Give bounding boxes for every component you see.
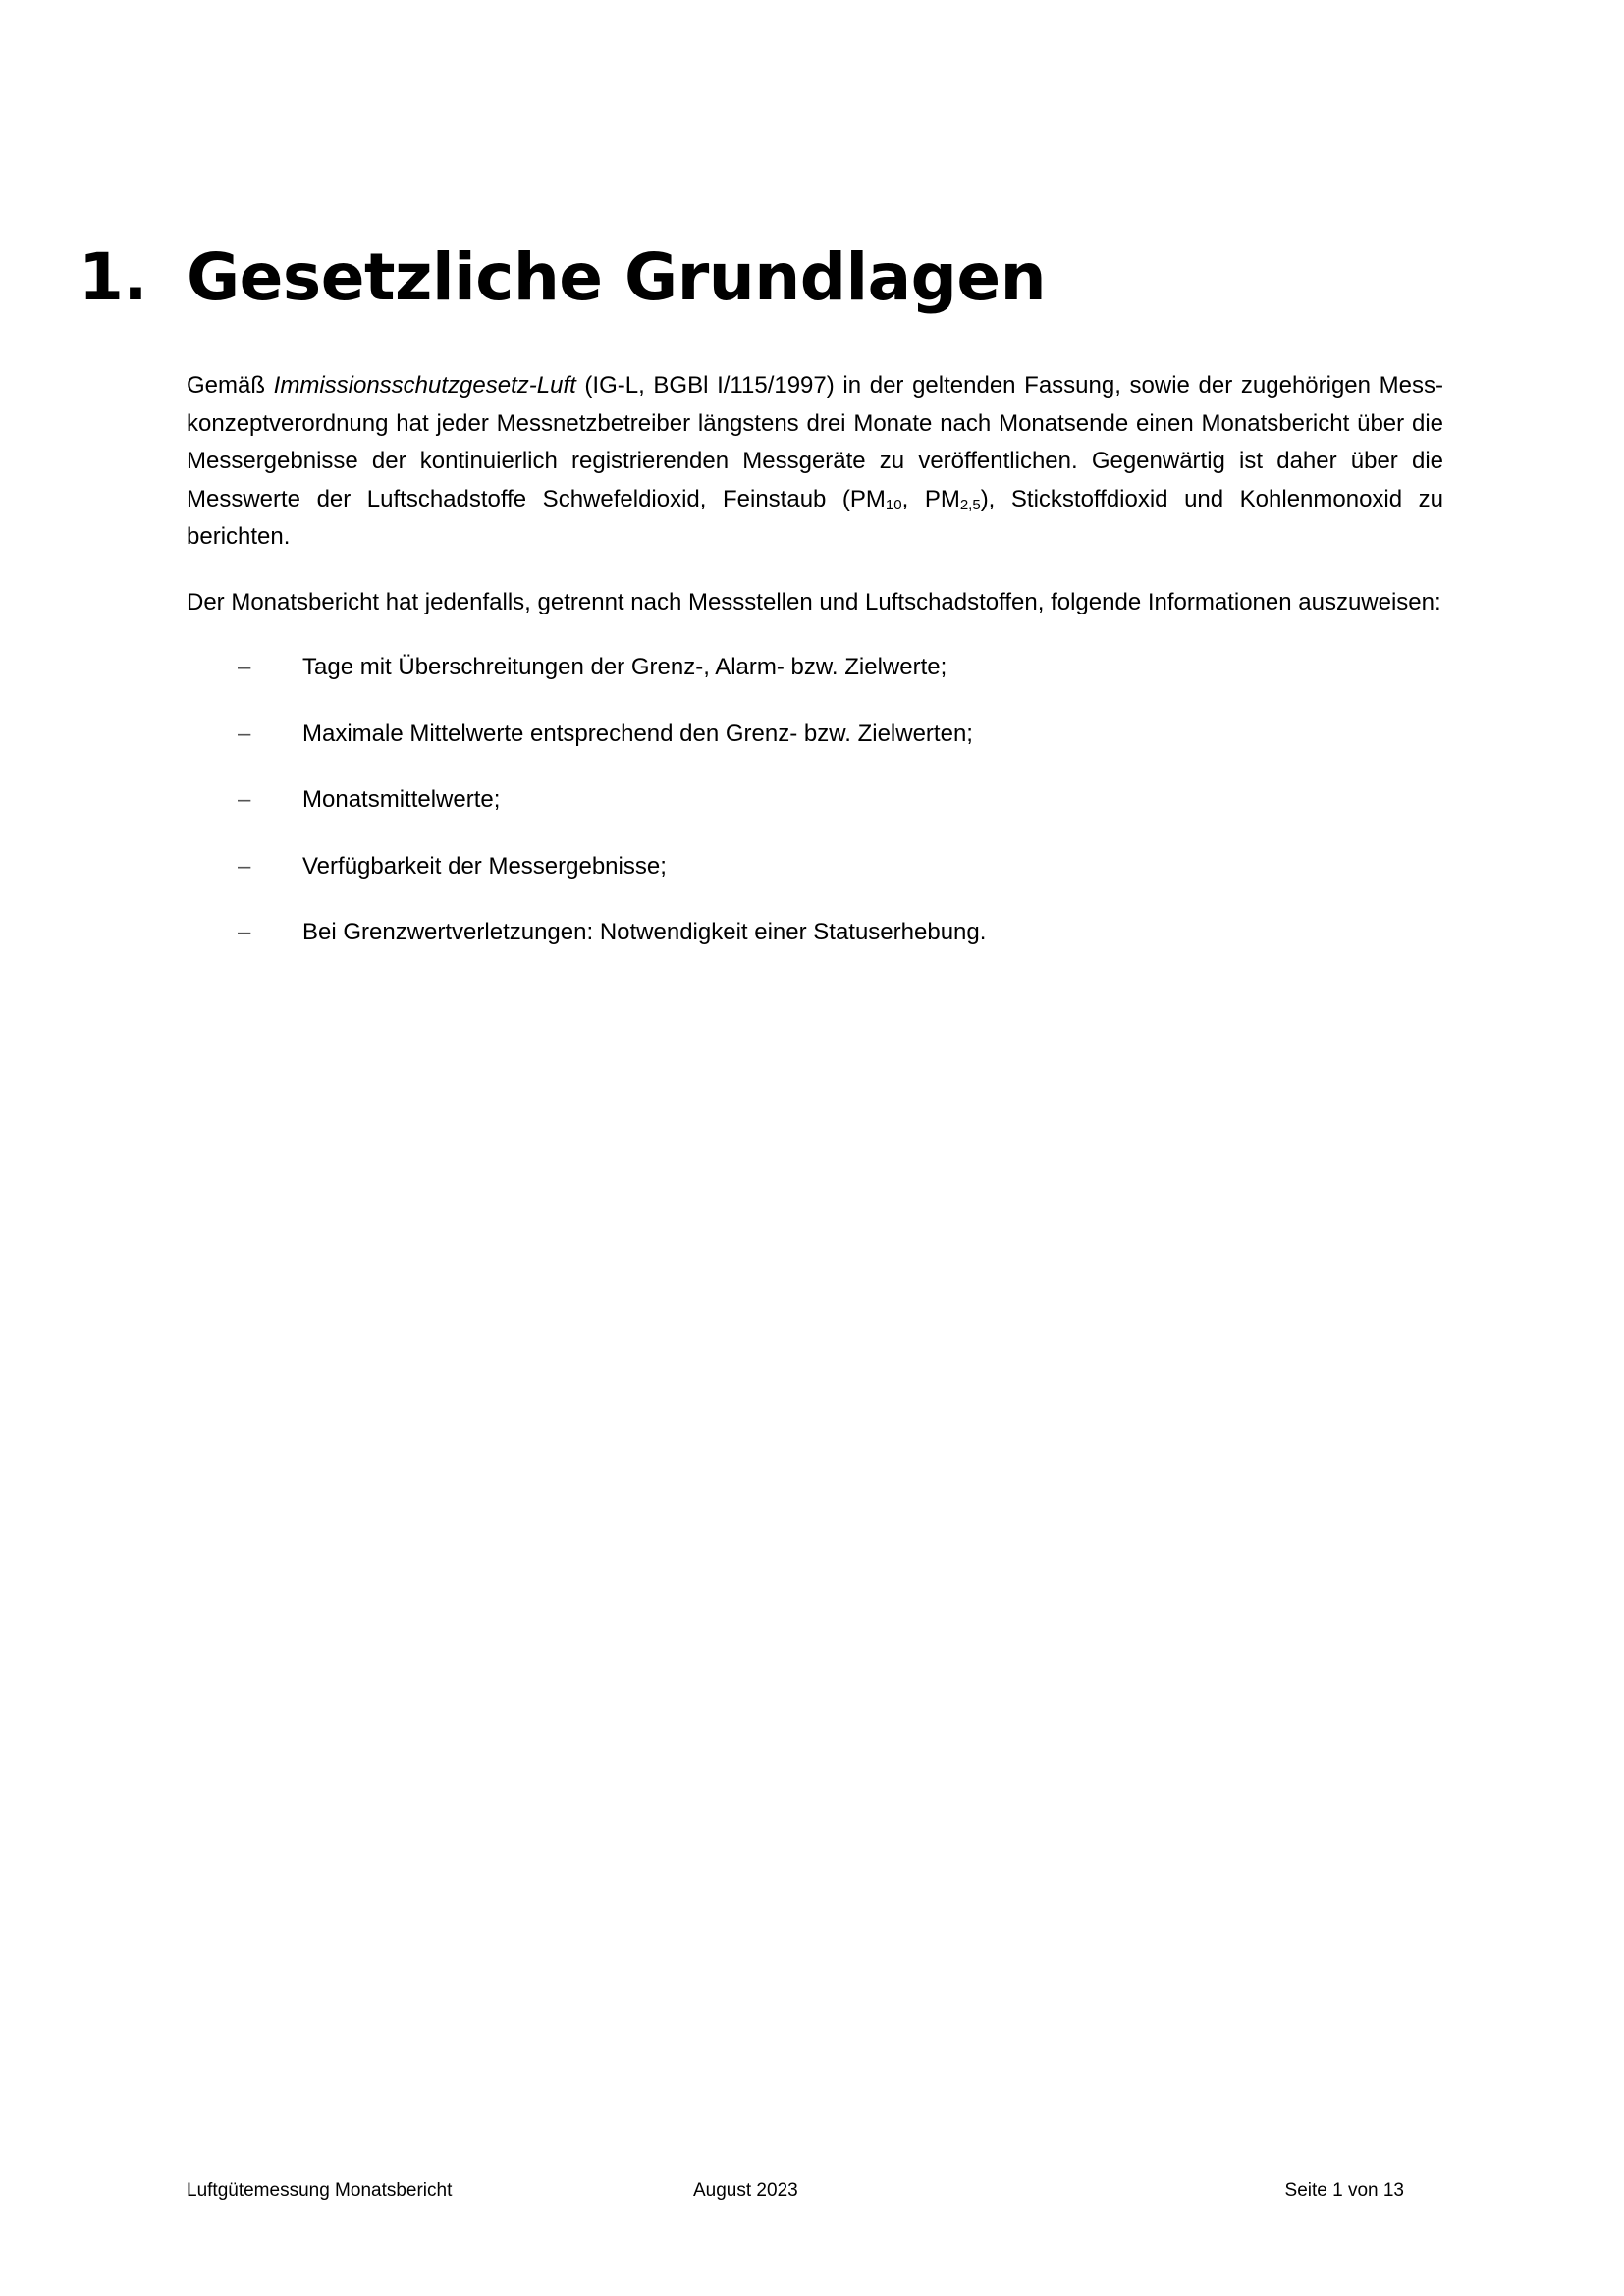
requirements-list bbox=[187, 649, 1443, 952]
intro-text-2: , PM bbox=[901, 485, 960, 512]
intro-prefix: Gemäß bbox=[187, 372, 274, 399]
list-item-text: Maximale Mittelwerte entsprechend den Grenz- bzw. Zielwerten; bbox=[302, 720, 973, 747]
list-item-text: Monatsmittelwerte; bbox=[302, 786, 501, 813]
list-dash: – bbox=[238, 852, 251, 880]
list-item bbox=[187, 716, 1443, 754]
list-item bbox=[187, 649, 1443, 687]
list-dash: – bbox=[238, 720, 251, 747]
intro-paragraph bbox=[187, 367, 1443, 557]
list-item-text: Tage mit Überschreitungen der Grenz-, Alarm- bzw. Zielwerte; bbox=[302, 654, 947, 680]
list-item-text: Bei Grenzwertverletzungen: Notwendigkeit einer Statuserhebung. bbox=[302, 919, 987, 945]
law-name: Immissionsschutzgesetz-Luft bbox=[273, 372, 576, 399]
requirements-intro: Der Monatsbericht hat jedenfalls, getrennt nach Messstellen und Luftschadstoffen, folgende Informationen auszuweisen: bbox=[187, 588, 1441, 615]
list-dash: – bbox=[238, 654, 251, 680]
footer-date: August 2023 bbox=[693, 2180, 798, 2201]
footer-document-title: Luftgütemessung Monatsbericht bbox=[187, 2180, 453, 2201]
list-dash: – bbox=[238, 919, 251, 945]
page-footer bbox=[187, 2177, 1404, 2205]
list-dash: – bbox=[238, 786, 251, 813]
intro-text-1: (IG-L, BGBl I/115/1997) in der geltenden Fassung, sowie der zugehörigen Mess-konzeptverordnung hat jeder Messnetzbetreiber längstens drei Monate nach Monatsende einen Monatsbericht über die Messergebnisse der kontinuierlich registrierenden Messgeräte zu veröffentlichen. Gegenwärtig ist daher über die Messwerte der Luftschadstoffe Schwefeldioxid, Feinstaub (PM bbox=[187, 372, 1443, 512]
list-item bbox=[187, 781, 1443, 820]
section-heading bbox=[79, 234, 1046, 322]
list-item bbox=[187, 848, 1443, 886]
list-item-text: Verfügbarkeit der Messergebnisse; bbox=[302, 852, 667, 880]
intro-text-3: ), Stickstoffdioxid und Kohlenmonoxid zu berichten. bbox=[187, 485, 1443, 550]
list-item bbox=[187, 914, 1443, 952]
pm25-subscript: 2,5 bbox=[959, 496, 981, 513]
section-title: Gesetzliche Grundlagen bbox=[187, 240, 1047, 315]
footer-page-number: Seite 1 von 13 bbox=[1284, 2180, 1404, 2201]
pm10-subscript: 10 bbox=[885, 496, 902, 513]
section-body bbox=[187, 367, 1443, 981]
section-number: 1. bbox=[79, 240, 147, 315]
